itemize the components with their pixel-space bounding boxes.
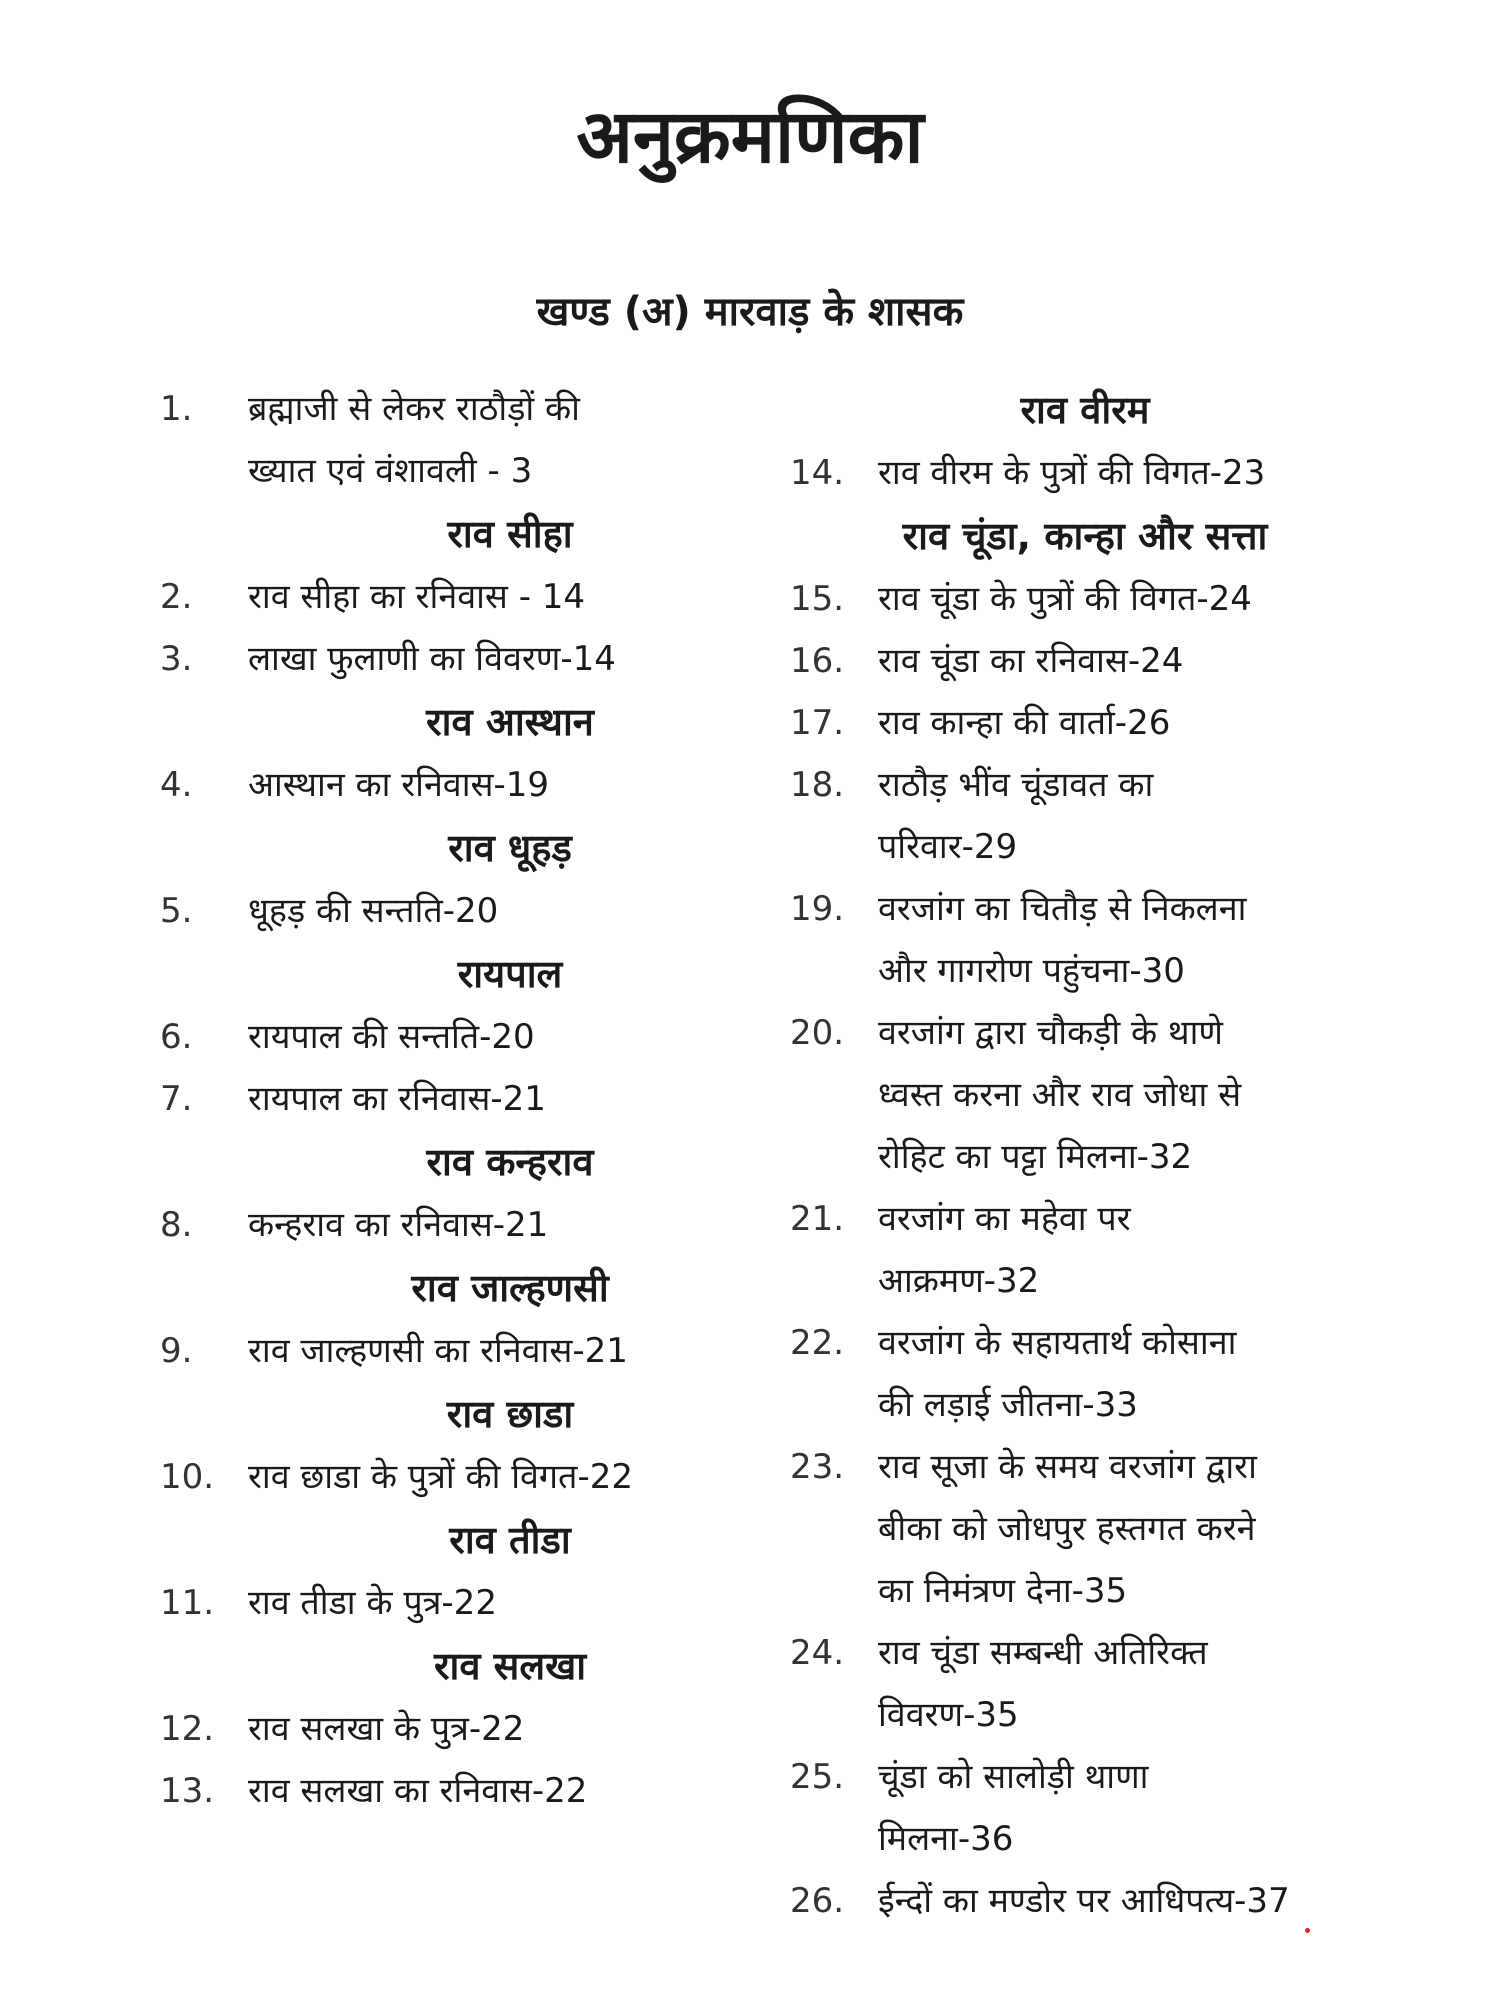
entry-text: वरजांग का चितौड़ से निकलना — [878, 889, 1247, 929]
entry-number: 17. — [790, 703, 845, 743]
section-heading: राव छाडा — [446, 1392, 574, 1436]
toc-entry — [160, 1446, 750, 1508]
toc-entry — [790, 754, 1380, 878]
entry-number: 14. — [790, 453, 845, 493]
entry-text: रोहिट का पट्टा मिलना-32 — [878, 1137, 1193, 1177]
toc-entry — [790, 692, 1380, 754]
entry-number: 23. — [790, 1447, 845, 1487]
entry-text: का निमंत्रण देना-35 — [878, 1571, 1128, 1611]
entry-text: वरजांग का महेवा पर — [878, 1199, 1131, 1239]
entry-number: 20. — [790, 1013, 845, 1053]
section-heading: राव सीहा — [447, 512, 573, 556]
entry-text: राव छाडा के पुत्रों की विगत-22 — [248, 1457, 633, 1497]
toc-entry — [790, 1746, 1380, 1870]
toc-entry — [790, 1870, 1380, 1932]
section-heading: रायपाल — [457, 952, 563, 996]
entry-number: 16. — [790, 641, 845, 681]
toc-entry — [160, 1698, 750, 1760]
entry-text: राव चूंडा सम्बन्धी अतिरिक्त — [878, 1633, 1208, 1673]
entry-number: 1. — [160, 389, 193, 429]
entry-text: राव सलखा के पुत्र-22 — [248, 1709, 525, 1749]
toc-entry — [790, 1436, 1380, 1622]
toc-entry — [790, 568, 1380, 630]
entry-text: लाखा फुलाणी का विवरण-14 — [248, 639, 616, 679]
entry-number: 12. — [160, 1709, 215, 1749]
entry-number: 25. — [790, 1757, 845, 1797]
toc-entry — [160, 628, 750, 690]
entry-number: 9. — [160, 1331, 193, 1371]
toc-entry — [160, 566, 750, 628]
entry-text: राठौड़ भींव चूंडावत का — [878, 765, 1154, 805]
section-heading: राव आस्थान — [426, 700, 594, 744]
toc-entry — [790, 1002, 1380, 1188]
toc-entry — [160, 1320, 750, 1382]
entry-text: बीका को जोधपुर हस्तगत करने — [878, 1509, 1256, 1549]
entry-text: धूहड़ की सन्तति-20 — [248, 891, 499, 931]
entry-text: रायपाल का रनिवास-21 — [248, 1079, 546, 1119]
entry-text: राव कान्हा की वार्ता-26 — [878, 703, 1171, 743]
entry-text: ब्रह्माजी से लेकर राठौड़ों की — [248, 389, 580, 429]
toc-entry — [160, 754, 750, 816]
entry-number: 21. — [790, 1199, 845, 1239]
section-heading: राव जाल्हणसी — [411, 1266, 609, 1310]
toc-entry — [790, 1622, 1380, 1746]
entry-text: ईन्दों का मण्डोर पर आधिपत्य-37 — [878, 1881, 1290, 1921]
entry-text: चूंडा को सालोड़ी थाणा — [878, 1757, 1149, 1797]
entry-number: 8. — [160, 1205, 193, 1245]
toc-left-column — [160, 378, 750, 1822]
section-heading: राव धूहड़ — [448, 826, 572, 870]
entry-number: 26. — [790, 1881, 845, 1921]
section-subtitle: खण्ड (अ) मारवाड़ के शासक — [536, 289, 964, 335]
entry-text: राव चूंडा का रनिवास-24 — [878, 641, 1184, 681]
page-title: अनुक्रमणिका — [576, 94, 924, 180]
toc-entry — [790, 1312, 1380, 1436]
entry-number: 18. — [790, 765, 845, 805]
entry-text: परिवार-29 — [878, 827, 1018, 867]
entry-text: मिलना-36 — [878, 1819, 1014, 1859]
entry-number: 24. — [790, 1633, 845, 1673]
toc-entry — [160, 880, 750, 942]
entry-text: राव चूंडा के पुत्रों की विगत-24 — [878, 579, 1252, 619]
entry-text: राव सूजा के समय वरजांग द्वारा — [878, 1447, 1257, 1487]
entry-text: राव सीहा का रनिवास - 14 — [248, 577, 586, 617]
entry-text: वरजांग द्वारा चौकड़ी के थाणे — [878, 1013, 1224, 1053]
ink-mark — [1305, 1928, 1310, 1933]
entry-text: राव जाल्हणसी का रनिवास-21 — [248, 1331, 628, 1371]
entry-text: ख्यात एवं वंशावली - 3 — [248, 451, 533, 491]
toc-entry — [160, 378, 750, 502]
entry-text: और गागरोण पहुंचना-30 — [878, 951, 1185, 991]
section-heading: राव कन्हराव — [426, 1140, 594, 1184]
toc-entry — [790, 630, 1380, 692]
entry-number: 15. — [790, 579, 845, 619]
entry-number: 19. — [790, 889, 845, 929]
entry-text: कन्हराव का रनिवास-21 — [248, 1205, 549, 1245]
toc-entry — [790, 878, 1380, 1002]
section-heading: राव चूंडा, कान्हा और सत्ता — [902, 514, 1268, 558]
section-heading: राव वीरम — [1020, 388, 1150, 432]
toc-entry — [160, 1068, 750, 1130]
entry-number: 4. — [160, 765, 193, 805]
entry-number: 7. — [160, 1079, 193, 1119]
toc-right-column — [790, 378, 1380, 1932]
entry-number: 3. — [160, 639, 193, 679]
toc-entry — [160, 1572, 750, 1634]
entry-number: 11. — [160, 1583, 215, 1623]
toc-entry — [160, 1194, 750, 1256]
entry-text: राव सलखा का रनिवास-22 — [248, 1771, 588, 1811]
entry-number: 10. — [160, 1457, 215, 1497]
section-heading: राव तीडा — [449, 1518, 571, 1562]
entry-number: 5. — [160, 891, 193, 931]
entry-text: राव तीडा के पुत्र-22 — [248, 1583, 497, 1623]
entry-text: विवरण-35 — [878, 1695, 1019, 1735]
entry-number: 13. — [160, 1771, 215, 1811]
entry-text: की लड़ाई जीतना-33 — [878, 1385, 1138, 1425]
entry-number: 2. — [160, 577, 193, 617]
entry-text: रायपाल की सन्तति-20 — [248, 1017, 535, 1057]
entry-text: ध्वस्त करना और राव जोधा से — [878, 1075, 1242, 1115]
entry-text: आस्थान का रनिवास-19 — [248, 765, 550, 805]
toc-entry — [790, 1188, 1380, 1312]
toc-entry — [160, 1760, 750, 1822]
entry-number: 6. — [160, 1017, 193, 1057]
toc-entry — [790, 442, 1380, 504]
entry-text: राव वीरम के पुत्रों की विगत-23 — [878, 453, 1266, 493]
section-heading: राव सलखा — [433, 1644, 587, 1688]
entry-number: 22. — [790, 1323, 845, 1363]
toc-entry — [160, 1006, 750, 1068]
entry-text: आक्रमण-32 — [878, 1261, 1040, 1301]
entry-text: वरजांग के सहायतार्थ कोसाना — [878, 1323, 1237, 1363]
